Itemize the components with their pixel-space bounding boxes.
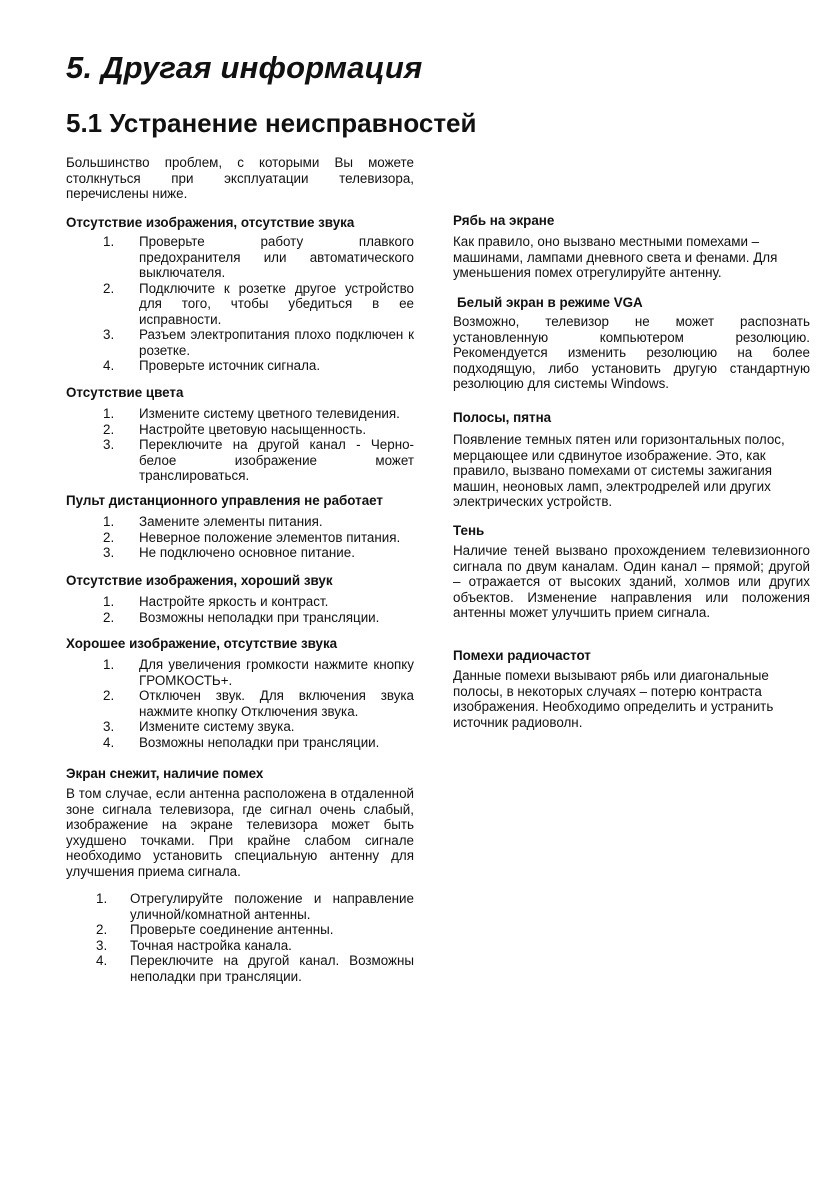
list-number: 1. [103,657,115,672]
numbered-list [66,657,414,750]
list-item [66,545,414,561]
list-item [66,437,414,484]
list-number: 2. [103,609,115,625]
list-item [66,530,414,546]
list-item-text: Проверьте соединение антенны. [130,922,334,937]
section-text: В том случае, если антенна расположена в отдаленной зоне сигнала телевизора, где сигнал очень слабый, изображение на экране телевизора может быть ухудшено точками. При крайне слабом сигнале необходимо установить специальную антенну для улучшения приема сигнала. [66,786,414,879]
list-number: 3. [103,545,115,560]
list-item-text: Переключите на другой канал - Черно-белое изображение может транслироваться. [139,437,414,483]
list-item-text: Отрегулируйте положение и направление уличной/комнатной антенны. [130,891,414,922]
list-item [66,514,414,530]
list-number: 2. [103,421,115,437]
section-ripples [453,213,810,281]
list-item [66,594,414,610]
list-item [66,327,414,358]
section-heading: Полосы, пятна [453,410,552,425]
numbered-list [66,891,414,984]
section-heading: Рябь на экране [453,213,555,228]
list-item [66,938,414,954]
list-number: 2. [103,688,115,703]
list-item-text: Измените систему звука. [139,719,295,734]
list-number: 2. [96,922,108,937]
list-item-text: Измените систему цветного телевидения. [139,406,400,421]
list-item [66,657,414,688]
list-number: 2. [103,280,115,296]
list-item [66,719,414,735]
section-heading: Помехи радиочастот [453,648,591,663]
numbered-list [66,406,414,484]
list-item [66,953,414,984]
section-remote-not-working [66,493,414,561]
list-number: 4. [96,953,108,968]
list-item-text: Разъем электропитания плохо подключен к розетке. [139,327,414,358]
section-heading: Пульт дистанционного управления не работает [66,493,383,508]
section-shadow [453,523,810,621]
list-number: 2. [103,529,115,545]
list-item-text: Проверьте работу плавкого предохранителя или автоматического выключателя. [139,234,414,280]
section-heading: Тень [453,523,485,538]
list-number: 1. [103,234,115,249]
list-number: 3. [96,937,108,953]
list-number: 3. [103,719,115,734]
list-item [66,406,414,422]
intro-paragraph: Большинство проблем, с которыми Вы можете столкнуться при эксплуатации телевизора, перечислены ниже. [66,155,414,201]
list-item-text: Отключен звук. Для включения звука нажмите кнопку Отключения звука. [139,688,414,719]
section-heading: Экран снежит, наличие помех [66,766,264,781]
list-item-text: Подключите к розетке другое устройство для того, чтобы убедиться в ее исправности. [139,280,414,327]
list-number: 1. [103,406,115,421]
list-number: 4. [103,358,115,373]
list-number: 1. [103,514,115,529]
numbered-list [66,514,414,561]
section-text: Данные помехи вызывают рябь или диагональные полосы, в некоторых случаях – потерю контраста изображения. Необходимо определить и устранить источник радиоволн. [453,668,774,730]
list-item-text: Неверное положение элементов питания. [139,529,401,545]
section-text: Наличие теней вызвано прохождением телевизионного сигнала по двум каналам. Один канал – прямой; другой – отражается от высоких зданий, холмов или других объектов. Изменение направления или положения антенны может улучшить прием сигнала. [453,543,810,620]
section-text: Возможно, телевизор не может распознать установленную компьютером резолюцию. Рекомендуется изменить резолюцию на более подходящую, либо установить другую стандартную резолюцию для системы Windows. [453,314,810,391]
section-heading: Отсутствие цвета [66,385,184,400]
list-item [66,891,414,922]
list-item-text: Переключите на другой канал. Возможны неполадки при трансляции. [130,953,414,984]
list-item-text: Настройте яркость и контраст. [139,594,329,609]
section-text: Появление темных пятен или горизонтальных полос, мерцающее или сдвинутое изображение. Это, как правило, вызвано помехами от системы зажигания машин, неоновых ламп, электродрелей или других электрических устройств. [453,432,785,509]
list-item-text: Настройте цветовую насыщенность. [139,421,367,437]
section-vga-white-screen [453,295,810,392]
list-item-text: Возможны неполадки при трансляции. [139,734,380,750]
list-item [66,610,414,626]
section-no-color [66,385,414,484]
list-item [66,688,414,719]
list-number: 3. [103,327,115,342]
list-item-text: Не подключено основное питание. [139,545,355,560]
list-item [66,422,414,438]
list-item [66,234,414,281]
list-number: 1. [96,891,108,906]
list-item-text: Точная настройка канала. [130,937,292,953]
list-item-text: Замените элементы питания. [139,514,323,529]
list-item-text: Для увеличения громкости нажмите кнопку ГРОМКОСТЬ+. [139,657,414,688]
list-item [66,922,414,938]
section-heading: Белый экран в режиме VGA [457,295,643,310]
section-snow-interference [66,766,414,984]
page-title: 5. Другая информация [66,50,423,85]
section-no-picture-no-sound [66,215,414,374]
list-item-text: Проверьте источник сигнала. [139,358,321,373]
section-radio-interference [453,648,810,730]
section-good-picture-no-sound [66,636,414,750]
section-heading: Отсутствие изображения, отсутствие звука [66,215,355,230]
section-heading: Хорошее изображение, отсутствие звука [66,636,338,651]
section-stripes-spots [453,410,810,510]
numbered-list [66,594,414,625]
list-number: 4. [103,734,115,750]
list-item [66,358,414,374]
section-no-picture-good-sound [66,573,414,625]
numbered-list [66,234,414,374]
list-item [66,735,414,751]
list-item-text: Возможны неполадки при трансляции. [139,609,380,625]
section-title: 5.1 Устранение неисправностей [66,108,477,138]
list-number: 1. [103,594,115,609]
list-item [66,281,414,328]
list-number: 3. [103,437,115,452]
section-heading: Отсутствие изображения, хороший звук [66,573,333,588]
section-text: Как правило, оно вызвано местными помехами – машинами, лампами дневного света и фенами. Для уменьшения помех отрегулируйте антенну. [453,234,778,280]
